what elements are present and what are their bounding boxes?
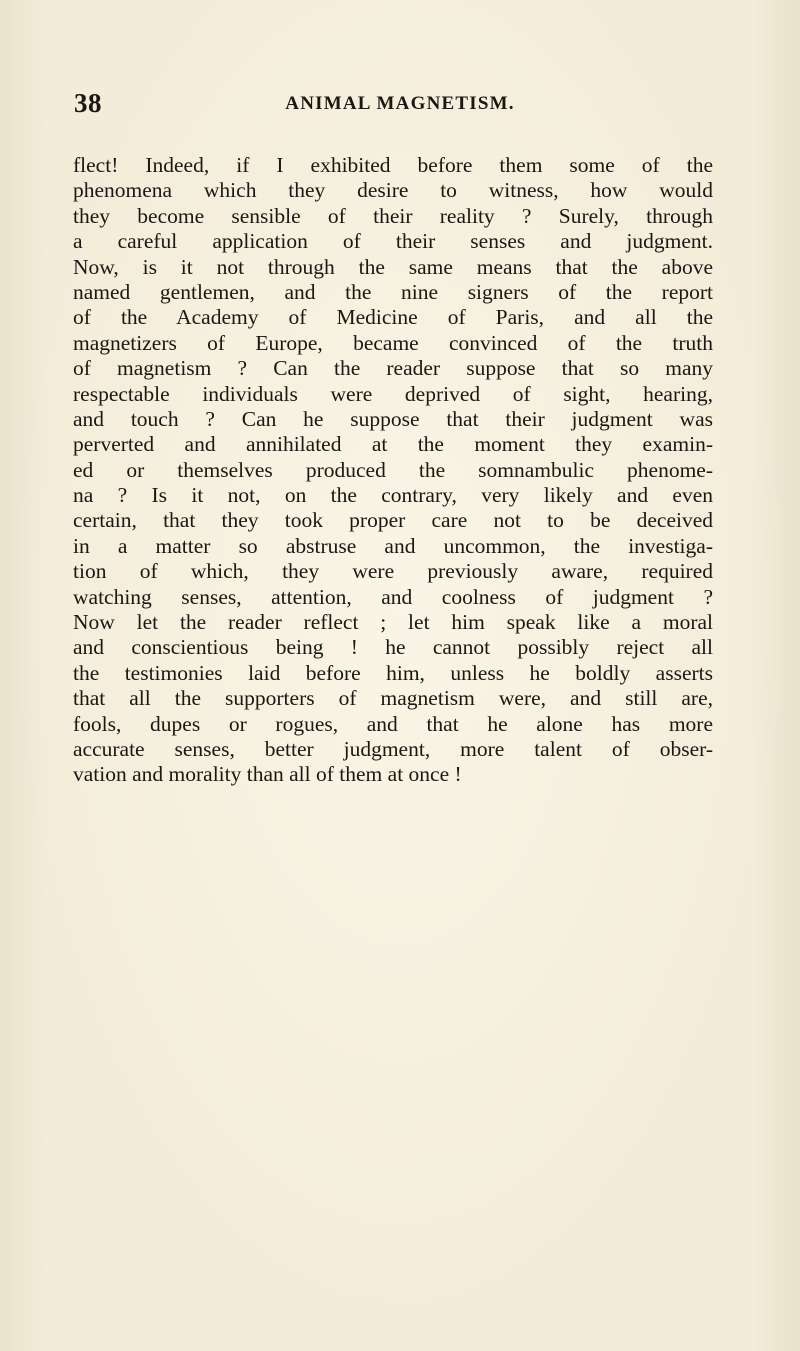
running-head xyxy=(74,88,726,122)
text-line: of the Academy of Medicine of Paris, and all the xyxy=(73,305,713,330)
text-line: and conscientious being ! he cannot possibly reject all xyxy=(73,635,713,660)
running-title: ANIMAL MAGNETISM. xyxy=(285,93,515,114)
text-line: the testimonies laid before him, unless he boldly asserts xyxy=(73,660,713,685)
text-line: ed or themselves produced the somnambulic phenome- xyxy=(73,457,713,482)
text-line: and touch ? Can he suppose that their judgment was xyxy=(73,406,713,431)
text-line: of magnetism ? Can the reader suppose that so many xyxy=(73,356,713,381)
text-line: in a matter so abstruse and uncommon, the investiga- xyxy=(73,533,713,558)
text-line: respectable individuals were deprived of sight, hearing, xyxy=(73,381,713,406)
text-line: na ? Is it not, on the contrary, very likely and even xyxy=(73,483,713,508)
text-line: named gentlemen, and the nine signers of the report xyxy=(73,279,713,304)
text-line: flect! Indeed, if I exhibited before them some of the xyxy=(73,153,713,177)
page-number: 38 xyxy=(74,88,102,118)
text-line: they become sensible of their reality ? Surely, through xyxy=(73,203,713,228)
text-line: watching senses, attention, and coolness of judgment ? xyxy=(73,584,713,609)
text-line: perverted and annihilated at the moment they examin- xyxy=(73,432,713,457)
text-line: certain, that they took proper care not to be deceived xyxy=(73,508,713,533)
text-line: a careful application of their senses and judgment. xyxy=(73,229,713,254)
text-line: accurate senses, better judgment, more talent of obser- xyxy=(73,736,713,761)
body-paragraph xyxy=(73,153,713,788)
text-line: phenomena which they desire to witness, how would xyxy=(73,178,713,203)
text-line: vation and morality than all of them at once ! xyxy=(73,762,462,787)
text-line: that all the supporters of magnetism were, and still are, xyxy=(73,686,713,711)
text-line: Now let the reader reflect ; let him speak like a moral xyxy=(73,610,713,635)
text-line: Now, is it not through the same means that the above xyxy=(73,254,713,279)
text-line: tion of which, they were previously aware, required xyxy=(73,559,713,584)
text-line: fools, dupes or rogues, and that he alone has more xyxy=(73,711,713,736)
text-line: magnetizers of Europe, became convinced of the truth xyxy=(73,330,713,355)
